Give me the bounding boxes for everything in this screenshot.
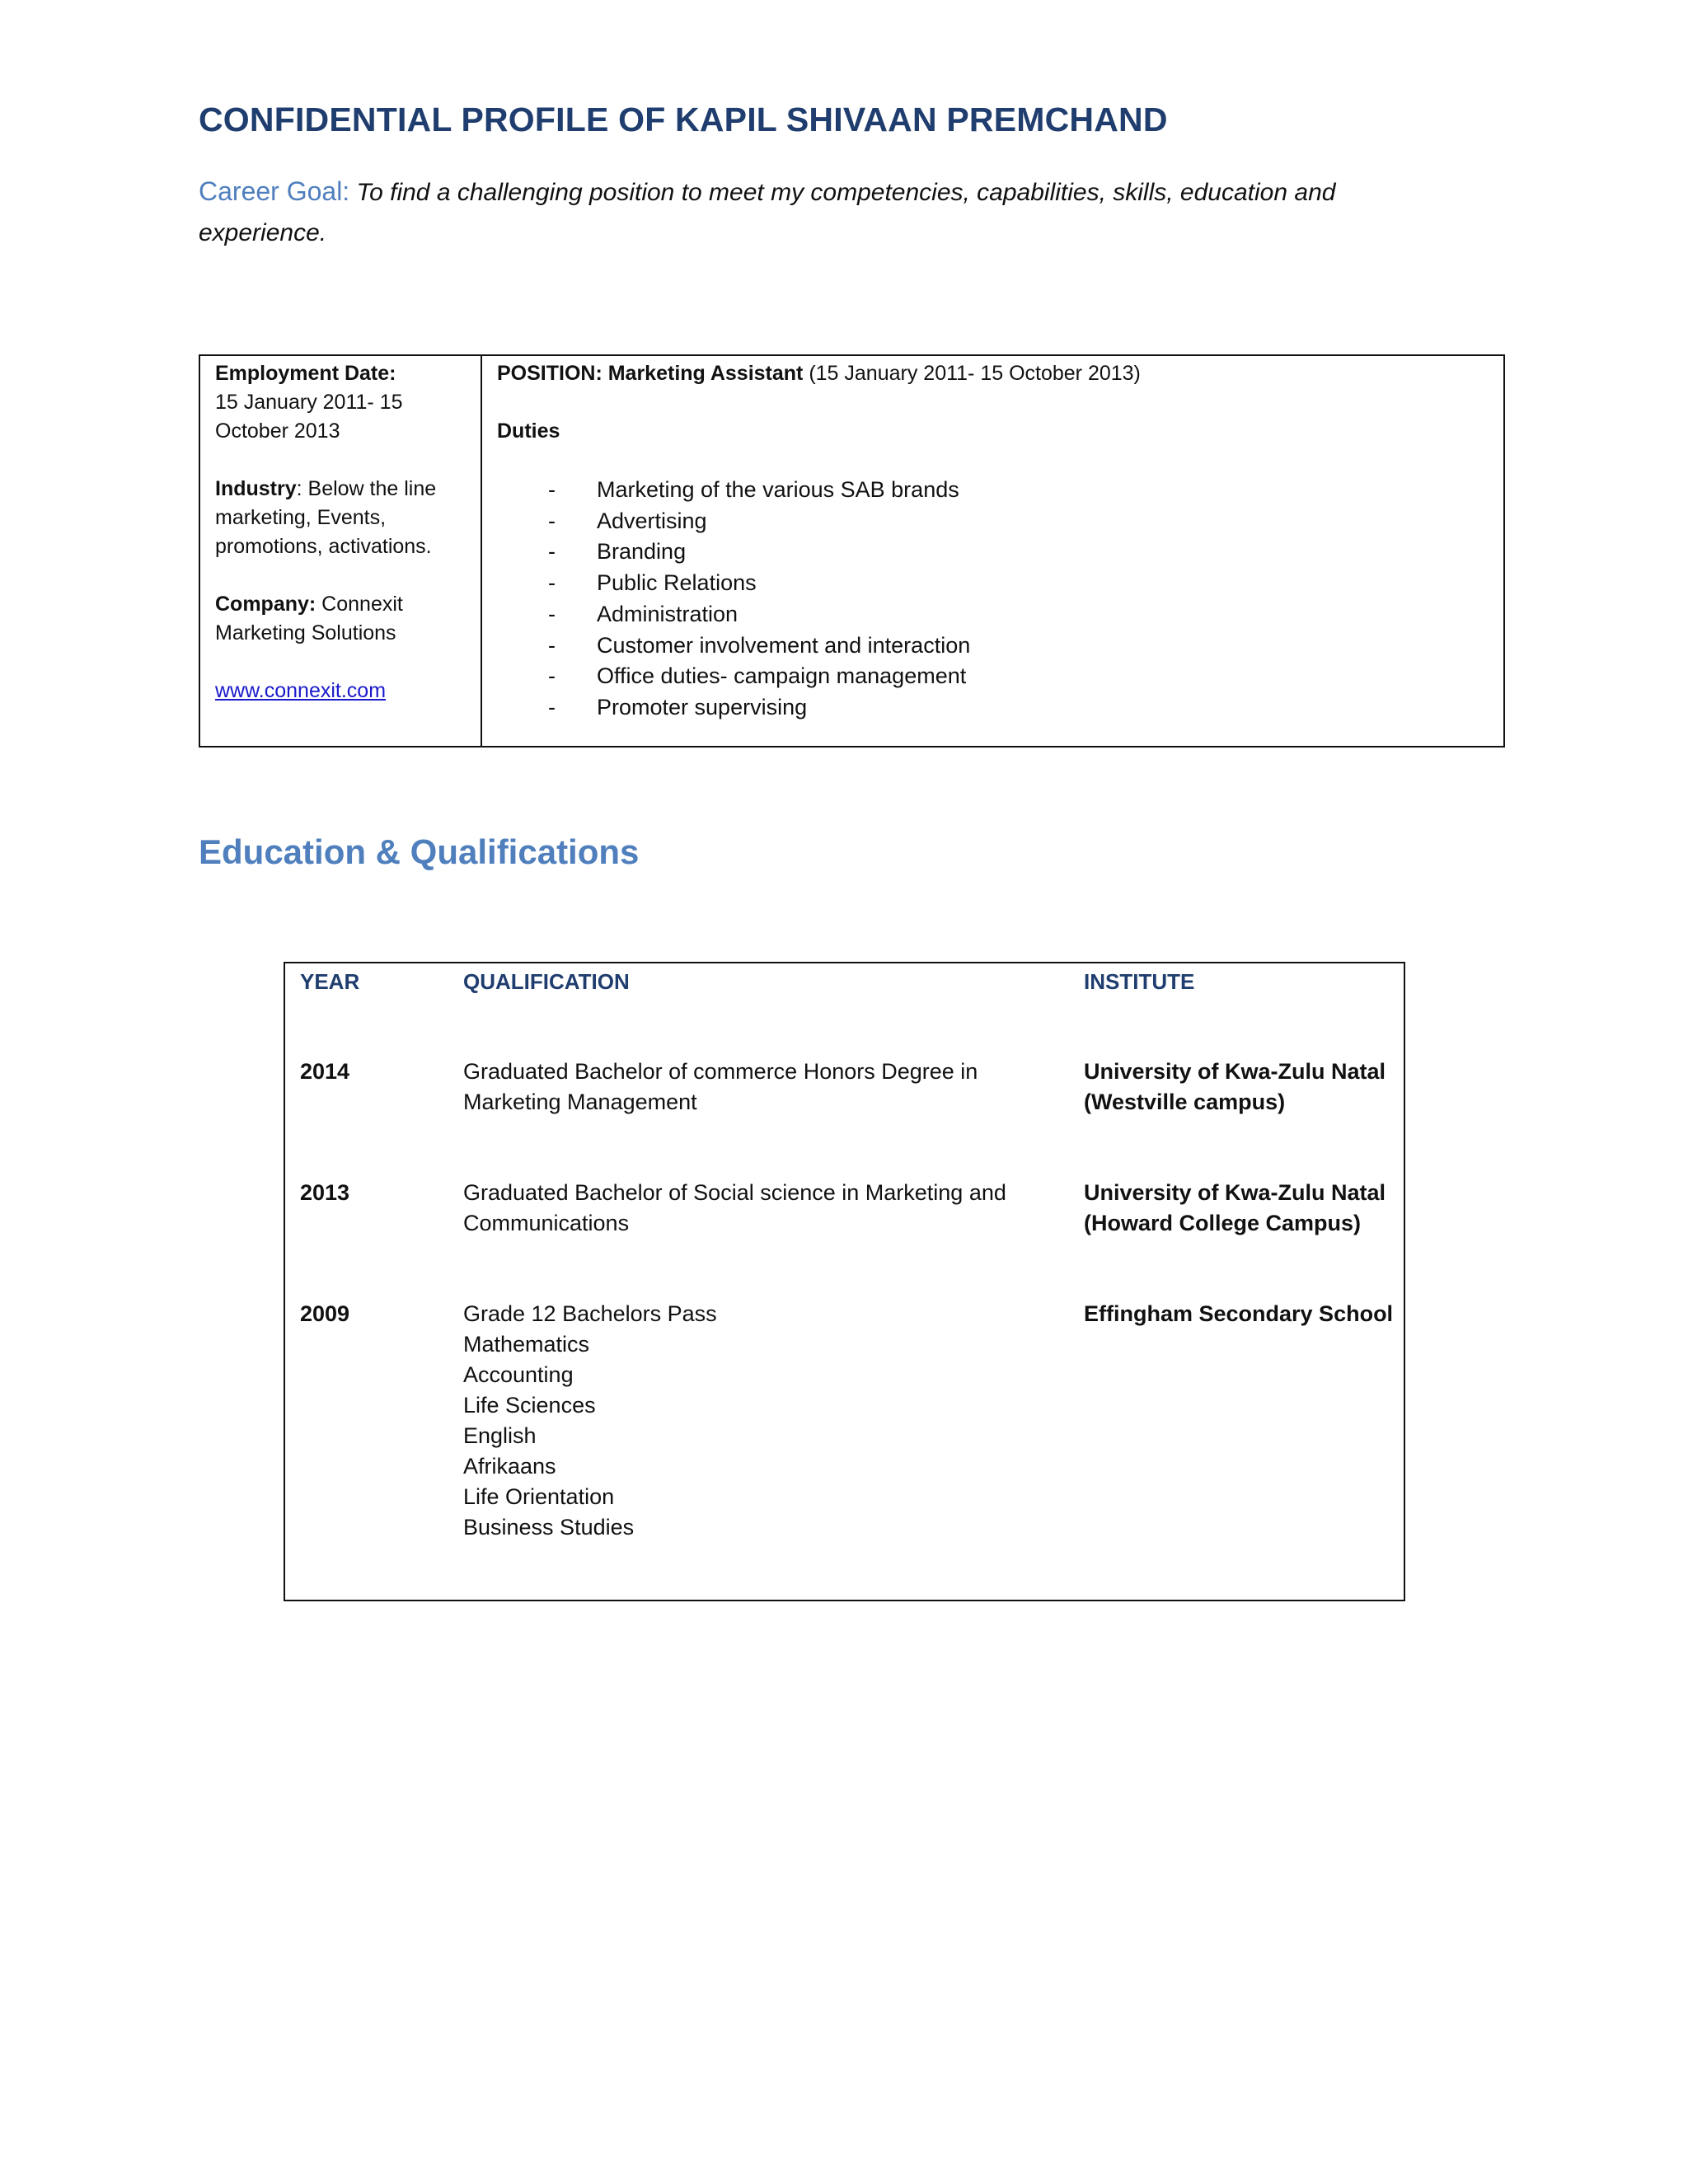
duties-label: Duties	[497, 419, 560, 443]
qualification-cell: Graduated Bachelor of commerce Honors Degree in Marketing Management	[463, 1059, 978, 1114]
position	[497, 359, 1489, 388]
company-value: Connexit Marketing Solutions	[215, 593, 403, 644]
employment-details-cell	[200, 356, 482, 746]
list-item: - Customer involvement and interaction	[548, 632, 971, 658]
employment-date-label: Employment Date:	[215, 362, 396, 385]
industry-label: Industry	[215, 477, 297, 500]
year-cell: 2009	[300, 1301, 350, 1326]
list-item: - Office duties- campaign management	[548, 663, 967, 689]
list-item: - Administration	[548, 601, 738, 626]
column-header-qualification: QUALIFICATION	[463, 969, 630, 994]
institute-cell: University of Kwa-Zulu Natal (Westville campus)	[1084, 1059, 1386, 1114]
education-table	[284, 962, 1405, 1601]
position-label: POSITION: Marketing Assistant	[497, 362, 804, 385]
institute-cell: University of Kwa-Zulu Natal (Howard College Campus)	[1084, 1180, 1386, 1235]
position-dates: (15 January 2011- 15 October 2013)	[803, 362, 1141, 385]
position-details-cell	[482, 356, 1503, 746]
career-goal-label: Career Goal:	[199, 176, 350, 206]
list-item: - Promoter supervising	[548, 694, 808, 719]
institute-cell: Effingham Secondary School	[1084, 1301, 1394, 1326]
employment-table	[199, 354, 1505, 748]
list-item: - Public Relations	[548, 570, 757, 596]
list-item: - Advertising	[548, 508, 707, 533]
industry-value: : Below the line marketing, Events, promotions, activations.	[215, 477, 437, 558]
list-item: - Marketing of the various SAB brands	[548, 477, 959, 502]
duties-list	[497, 475, 1489, 724]
year-cell: 2014	[300, 1059, 350, 1084]
year-cell: 2013	[300, 1180, 350, 1205]
company-website-link[interactable]: www.connexit.com	[215, 679, 387, 702]
career-goal	[199, 171, 1386, 253]
industry	[215, 475, 466, 561]
column-header-year: YEAR	[300, 969, 360, 994]
education-heading: Education & Qualifications	[199, 832, 640, 871]
company-label: Company:	[215, 593, 316, 616]
company	[215, 590, 466, 648]
employment-date-value: 15 January 2011- 15 October 2013	[215, 391, 403, 443]
page-title: CONFIDENTIAL PROFILE OF KAPIL SHIVAAN PREMCHAND	[199, 101, 1168, 138]
column-header-institute: INSTITUTE	[1084, 969, 1195, 994]
qualification-cell: Grade 12 Bachelors Pass Mathematics Accounting Life Sciences English Afrikaans Life Orientation Business Studies	[463, 1301, 717, 1540]
qualification-cell: Graduated Bachelor of Social science in Marketing and Communications	[463, 1180, 1006, 1235]
list-item: - Branding	[548, 539, 687, 565]
career-goal-text: To find a challenging position to meet my competencies, capabilities, skills, education and experience.	[199, 179, 1336, 246]
